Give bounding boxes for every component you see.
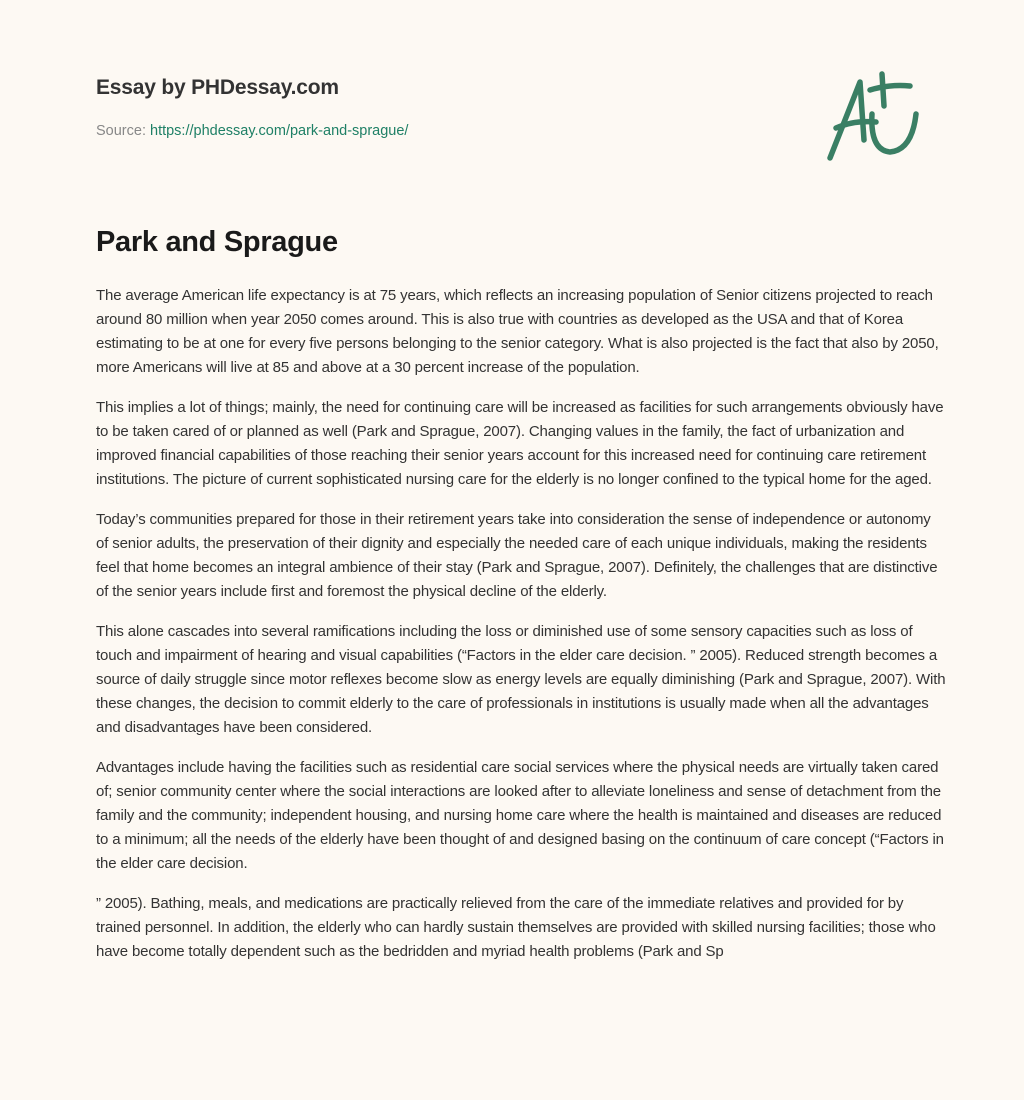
essay-paragraph: ” 2005). Bathing, meals, and medications are practically relieved from the care of the immediate relatives and provided for by trained personnel. In addition, the elderly who can hardly sustain themselves are provided with skilled nursing facilities; those who have become totally dependent such as the bedridden and myriad health problems (Park and Sp xyxy=(96,895,936,960)
essay-paragraph: This implies a lot of things; mainly, the need for continuing care will be increased as facilities for such arrangements obviously have to be taken cared of or planned as well (Park and Sprague, 2007). Changing values in the family, the fact of urbanization and improved financial capabilities of those reaching their senior years account for this increased need for continuing care retirement institutions. The picture of current sophisticated nursing care for the elderly is no longer confined to the typical home for the aged. xyxy=(96,399,944,488)
essay-header xyxy=(96,76,408,139)
a-plus-logo-icon xyxy=(820,68,930,168)
source-label: Source: xyxy=(96,123,150,139)
essay-paragraph: Today’s communities prepared for those in their retirement years take into consideration the sense of independence or autonomy of senior adults, the preservation of their dignity and especially the needed care of each unique individuals, making the residents feel that home becomes an integral ambience of their stay (Park and Sprague, 2007). Definitely, the challenges that are distinctive of the senior years include first and foremost the physical decline of the elderly. xyxy=(96,511,938,600)
brand-title: Essay by PHDessay.com xyxy=(96,76,339,99)
essay-paragraph: The average American life expectancy is at 75 years, which reflects an increasing population of Senior citizens projected to reach around 80 million when year 2050 comes around. This is also true with countries as developed as the USA and that of Korea estimating to be at one for every five persons belonging to the senior category. What is also projected is the fact that also by 2050, more Americans will live at 85 and above at a 30 percent increase of the population. xyxy=(96,287,939,376)
essay-paragraph: This alone cascades into several ramifications including the loss or diminished use of some sensory capacities such as loss of touch and impairment of hearing and visual capabilities (“Factors in the elder care decision. ” 2005). Reduced strength becomes a source of daily struggle since motor reflexes become slow as energy levels are equally diminishing (Park and Sprague, 2007). With these changes, the decision to commit elderly to the care of professionals in institutions is usually made when all the advantages and disadvantages have been considered. xyxy=(96,623,946,736)
essay-paragraph: Advantages include having the facilities such as residential care social services where the physical needs are virtually taken cared of; senior community center where the social interactions are looked after to alleviate loneliness and sense of detachment from the family and the community; independent housing, and nursing home care where the health is maintained and diseases are reduced to a minimum; all the needs of the elderly have been thought of and designed basing on the continuum of care concept (“Factors in the elder care decision. xyxy=(96,759,944,872)
source-link[interactable]: https://phdessay.com/park-and-sprague/ xyxy=(150,123,409,139)
source-line xyxy=(96,123,408,139)
essay-body xyxy=(96,284,946,980)
essay-title: Park and Sprague xyxy=(96,226,338,258)
